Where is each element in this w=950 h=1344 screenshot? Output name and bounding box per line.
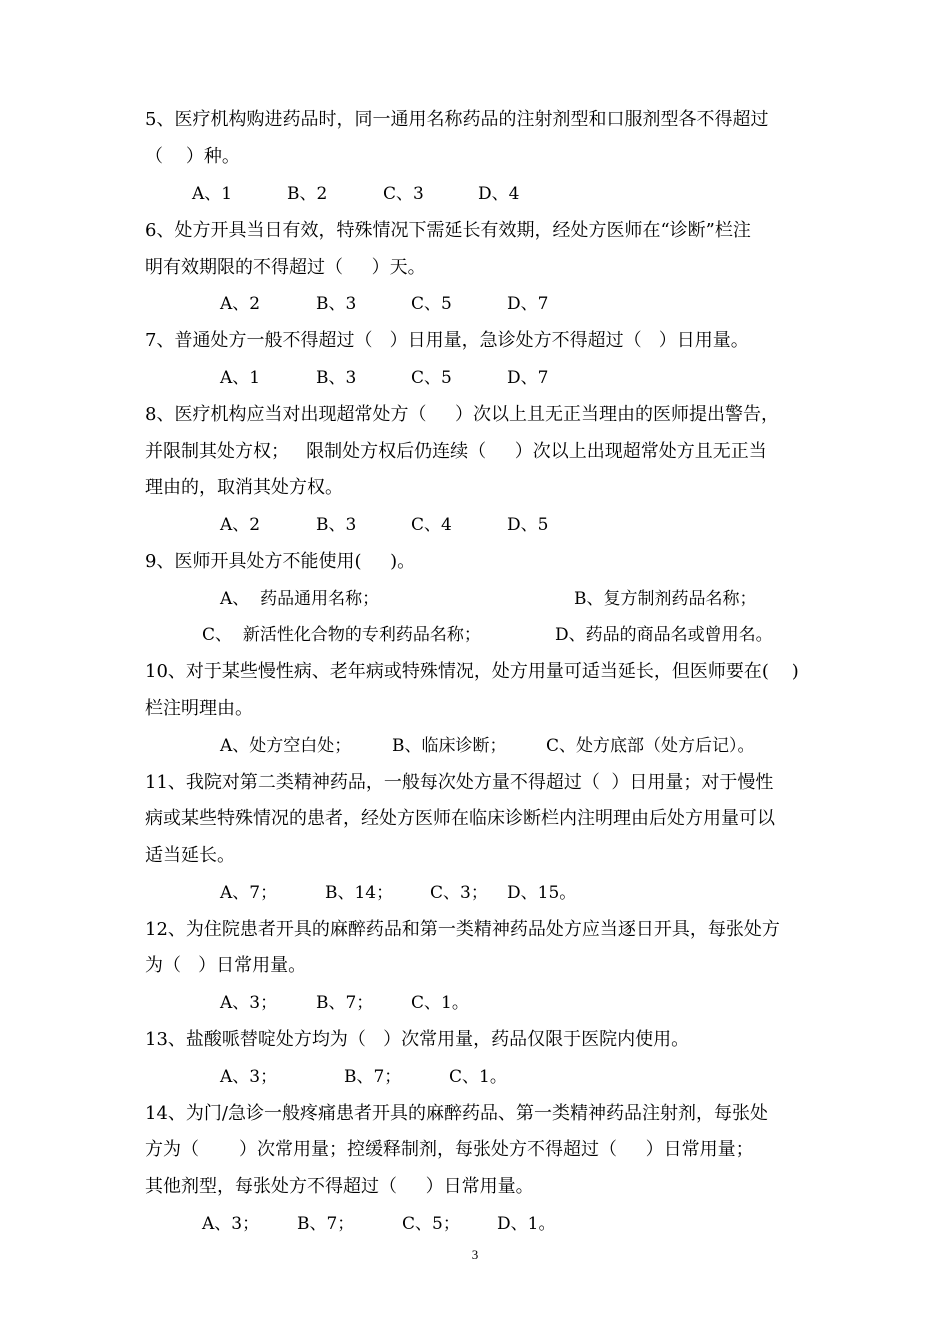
q10-line-2: 栏注明理由。 xyxy=(145,698,253,719)
q11-line-3: 适当延长。 xyxy=(145,845,235,866)
q9-option-a: A、 药品通用名称； xyxy=(220,589,380,609)
q7-line-1: 7、普通处方一般不得超过（ ）日用量，急诊处方不得超过（ ）日用量。 xyxy=(145,330,749,351)
q14-option-a: A、3； xyxy=(202,1214,260,1234)
q7-option-c: C、5 xyxy=(411,368,452,388)
q5-option-d: D、4 xyxy=(478,184,520,204)
q13-option-c: C、1。 xyxy=(449,1067,507,1087)
q12-line-2: 为（ ）日常用量。 xyxy=(145,955,307,976)
q13-line-1: 13、盐酸哌替啶处方均为（ ）次常用量，药品仅限于医院内使用。 xyxy=(145,1029,690,1050)
q14-line-1: 14、为门/急诊一般疼痛患者开具的麻醉药品、第一类精神药品注射剂，每张处 xyxy=(145,1103,768,1124)
q8-option-b: B、3 xyxy=(316,515,357,535)
q5-line-2: （ ）种。 xyxy=(145,146,240,167)
q10-option-a: A、处方空白处； xyxy=(220,736,352,756)
q11-line-1: 11、我院对第二类精神药品，一般每次处方量不得超过（ ）日用量；对于慢性 xyxy=(145,772,774,793)
q9-option-c: C、 新活性化合物的专利药品名称； xyxy=(202,625,481,645)
q11-option-a: A、7； xyxy=(220,883,278,903)
q8-option-c: C、4 xyxy=(411,515,452,535)
q7-option-a: A、1 xyxy=(220,368,261,388)
q6-line-2: 明有效期限的不得超过（ ）天。 xyxy=(145,257,426,278)
q5-option-a: A、1 xyxy=(192,184,233,204)
q7-option-b: B、3 xyxy=(316,368,357,388)
q5-option-c: C、3 xyxy=(383,184,424,204)
q14-line-2: 方为（ ）次常用量；控缓释制剂，每张处方不得超过（ ）日常用量； xyxy=(145,1139,754,1160)
q12-option-c: C、1。 xyxy=(411,993,469,1013)
q10-option-b: B、临床诊断； xyxy=(392,736,507,756)
q14-option-d: D、1。 xyxy=(497,1214,556,1234)
q5-line-1: 5、医疗机构购进药品时，同一通用名称药品的注射剂型和口服剂型各不得超过 xyxy=(145,109,769,130)
q13-option-b: B、7； xyxy=(344,1067,402,1087)
q11-line-2: 病或某些特殊情况的患者，经处方医师在临床诊断栏内注明理由后处方用量可以 xyxy=(145,808,775,829)
q6-option-d: D、7 xyxy=(507,294,549,314)
q10-option-c: C、处方底部（处方后记）。 xyxy=(546,736,755,756)
q9-option-b: B、复方制剂药品名称； xyxy=(574,589,757,609)
q12-line-1: 12、为住院患者开具的麻醉药品和第一类精神药品处方应当逐日开具，每张处方 xyxy=(145,919,780,940)
q8-option-a: A、2 xyxy=(220,515,261,535)
q6-option-a: A、2 xyxy=(220,294,261,314)
q14-option-b: B、7； xyxy=(297,1214,355,1234)
q7-option-d: D、7 xyxy=(507,368,549,388)
q14-option-c: C、5； xyxy=(402,1214,460,1234)
q8-option-d: D、5 xyxy=(507,515,549,535)
q10-line-1: 10、对于某些慢性病、老年病或特殊情况，处方用量可适当延长，但医师要在( ) xyxy=(145,661,799,682)
q12-option-a: A、3； xyxy=(220,993,278,1013)
q12-option-b: B、7； xyxy=(316,993,374,1013)
q11-option-c: C、3； xyxy=(430,883,488,903)
q8-line-1: 8、医疗机构应当对出现超常处方（ ）次以上且无正当理由的医师提出警告， xyxy=(145,404,780,425)
q8-line-2: 并限制其处方权； 限制处方权后仍连续（ ）次以上出现超常处方且无正当 xyxy=(145,441,767,462)
q11-option-b: B、14； xyxy=(325,883,394,903)
q8-line-3: 理由的，取消其处方权。 xyxy=(145,477,343,498)
q9-line-1: 9、医师开具处方不能使用( )。 xyxy=(145,551,416,572)
q6-option-b: B、3 xyxy=(316,294,357,314)
q5-option-b: B、2 xyxy=(287,184,328,204)
q6-line-1: 6、处方开具当日有效，特殊情况下需延长有效期，经处方医师在“诊断”栏注 xyxy=(145,220,751,241)
q13-option-a: A、3； xyxy=(220,1067,278,1087)
page-number: 3 xyxy=(471,1247,479,1262)
q11-option-d: D、15。 xyxy=(507,883,577,903)
q9-option-d: D、药品的商品名或曾用名。 xyxy=(555,625,773,645)
q6-option-c: C、5 xyxy=(411,294,452,314)
q14-line-3: 其他剂型，每张处方不得超过（ ）日常用量。 xyxy=(145,1176,534,1197)
